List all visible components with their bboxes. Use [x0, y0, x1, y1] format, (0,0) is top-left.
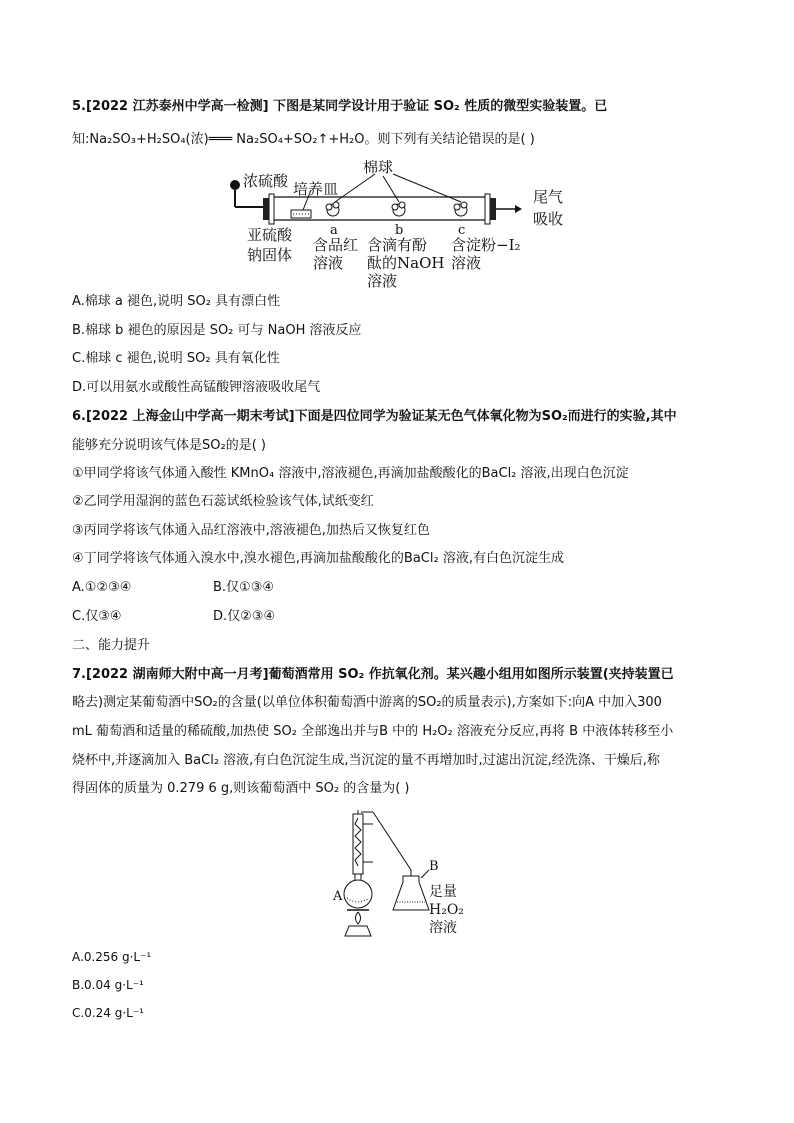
q6-stem-line2: 能够充分说明该气体是SO₂的是( ): [72, 438, 266, 453]
outlet-arrow-icon: [515, 205, 522, 213]
dropper-bulb-icon: [230, 180, 240, 190]
label-c: c: [458, 223, 466, 238]
q6-option-d: D.仅②③④: [213, 609, 276, 624]
section-heading: 二、能力提升: [72, 638, 151, 653]
q6-item-4: ④丁同学将该气体通入溴水中,溴水褪色,再滴加盐酸酸化的BaCl₂ 溶液,有白色沉淀生成: [72, 551, 564, 566]
label-weiqi: 尾气: [533, 188, 564, 206]
q5-stem-line1: 5.[2022 江苏泰州中学高一检测] 下图是某同学设计用于验证 SO₂ 性质的微型实验装置。已: [72, 99, 608, 114]
q7-option-b: B.0.04 g·L⁻¹: [72, 978, 144, 992]
label-b-line1: 含滴有酚: [367, 236, 428, 254]
label-a: a: [330, 223, 338, 238]
q6-option-a: A.①②③④: [72, 580, 132, 595]
burner-icon: [345, 926, 371, 936]
label-nongliusuan: 浓硫酸: [243, 172, 289, 190]
conical-flask-b-icon: [393, 876, 429, 910]
label-nagu: 钠固体: [247, 246, 293, 264]
q5-option-a: A.棉球 a 褪色,说明 SO₂ 具有漂白性: [72, 294, 281, 309]
right-stopper-icon: [490, 198, 496, 220]
q5-apparatus-figure: [215, 160, 575, 288]
q6-item-1: ①甲同学将该气体通入酸性 KMnO₄ 溶液中,溶液褪色,再滴加盐酸酸化的BaCl₂ 溶液,出现白色沉淀: [72, 466, 629, 481]
label-mianqiu: 棉球: [363, 160, 394, 176]
label-b-line3: 溶液: [367, 272, 398, 288]
round-flask-a-icon: [344, 880, 372, 908]
label-a-line2: 溶液: [313, 254, 344, 272]
q7-stem-line4: 烧杯中,并逐滴加入 BaCl₂ 溶液,有白色沉淀生成,当沉淀的量不再增加时,过滤出沉淀,经洗涤、干燥后,称: [72, 753, 660, 768]
q5-option-c: C.棉球 c 褪色,说明 SO₂ 具有氧化性: [72, 351, 280, 366]
q6-item-3: ③丙同学将该气体通入品红溶液中,溶液褪色,加热后又恢复红色: [72, 523, 430, 538]
label-a-line1: 含品红: [313, 236, 359, 254]
q5-option-b: B.棉球 b 褪色的原因是 SO₂ 可与 NaOH 溶液反应: [72, 323, 362, 338]
q6-item-2: ②乙同学用湿润的蓝色石蕊试纸检验该气体,试纸变红: [72, 494, 374, 509]
label-flask-b: B: [429, 859, 439, 874]
q5-option-d: D.可以用氨水或酸性高锰酸钾溶液吸收尾气: [72, 380, 321, 395]
label-flask-a: A: [333, 889, 343, 904]
label-zuliang: 足量: [429, 884, 457, 900]
q6-option-c: C.仅③④: [72, 609, 122, 624]
q7-stem-line1: 7.[2022 湖南师大附中高一月考]葡萄酒常用 SO₂ 作抗氧化剂。某兴趣小组用如图所示装置(夹持装置已: [72, 667, 674, 682]
q7-stem-line5: 得固体的质量为 0.279 6 g,则该葡萄酒中 SO₂ 的含量为( ): [72, 781, 410, 796]
label-rongye: 溶液: [429, 920, 457, 936]
label-peiyangmin: 培养皿: [293, 180, 339, 198]
cotton-ball-b-icon: [392, 202, 405, 216]
label-yaliusuan: 亚硫酸: [247, 226, 293, 244]
q6-option-b: B.仅①③④: [213, 580, 275, 595]
q7-option-a: A.0.256 g·L⁻¹: [72, 950, 152, 964]
q7-apparatus-figure: [325, 810, 475, 942]
label-c-line1: 含淀粉−I₂: [451, 236, 521, 254]
q5-stem-line2: 知:Na₂SO₃+H₂SO₄(浓)═══ Na₂SO₄+SO₂↑+H₂O。则下列有关结论错误的是( ): [72, 132, 535, 147]
left-stopper-icon: [263, 198, 269, 220]
label-h2o2: H₂O₂: [429, 902, 464, 918]
q7-stem-line3: mL 葡萄酒和适量的稀硫酸,加热使 SO₂ 全部逸出并与B 中的 H₂O₂ 溶液充分反应,再将 B 中液体转移至小: [72, 724, 674, 739]
q7-option-c: C.0.24 g·L⁻¹: [72, 1006, 144, 1020]
label-c-line2: 溶液: [451, 254, 482, 272]
q7-stem-line2: 略去)测定某葡萄酒中SO₂的含量(以单位体积葡萄酒中游离的SO₂的质量表示),方案如下:向A 中加入300: [72, 695, 662, 710]
cotton-ball-c-icon: [454, 202, 467, 216]
cotton-ball-a-icon: [326, 202, 339, 216]
label-xishou: 吸收: [533, 210, 564, 228]
q6-stem-line1: 6.[2022 上海金山中学高一期末考试]下面是四位同学为验证某无色气体氧化物为SO₂而进行的实验,其中: [72, 409, 677, 424]
label-b-line2: 酞的NaOH: [367, 254, 445, 272]
flame-icon: [356, 912, 361, 924]
label-b: b: [395, 223, 404, 238]
